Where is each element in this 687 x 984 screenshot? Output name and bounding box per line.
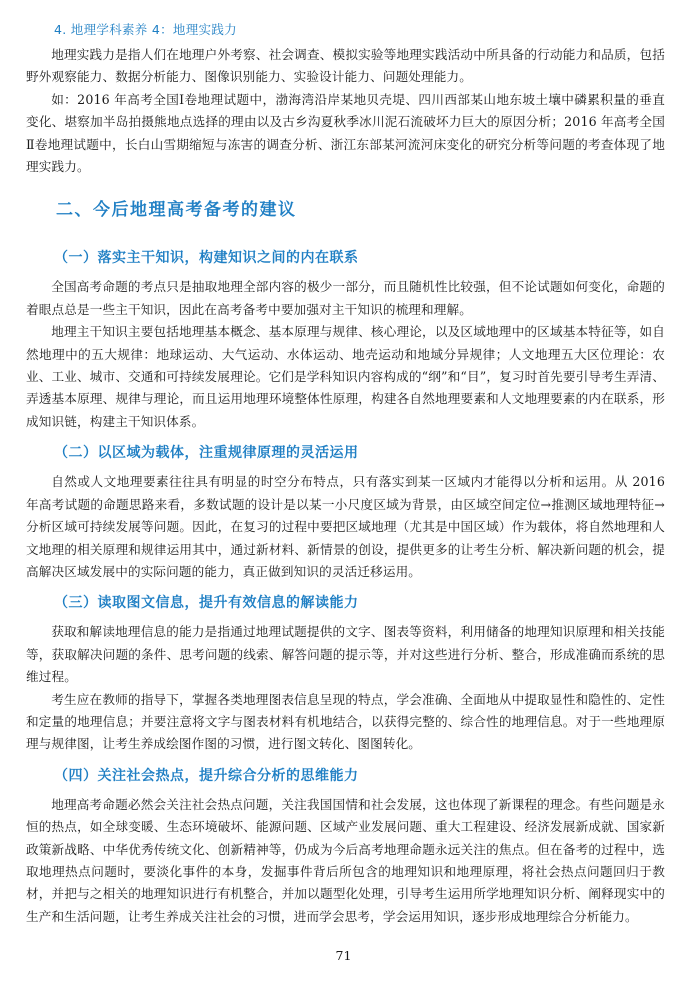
subsection-heading-3: （三）读取图文信息，提升有效信息的解读能力 <box>54 595 359 612</box>
page-number: 71 <box>335 948 352 963</box>
paragraph: 地理高考命题必然会关注社会热点问题，关注我国国情和社会发展，这也体现了新课程的理念。有些问题是永恒的热点，如全球变暖、生态环境破坏、能源问题、区域产业发展问题、重大工程建设、经济发展新成就、国家新政策新战略、中华优秀传统文化、创新精神等，仍成为今后高考地理命题永远关注的焦点。但在备考的过程中，选取地理热点问题时，要淡化事件的本身，发掘事件背后所包含的地理知识和地理原理，将社会热点问题回归于教材，并把与之相关的地理知识进行有机整合，并加以题型化处理，引导考生运用所学地理知识分析、阐释现实中的生产和生活问题，让考生养成关注社会的习惯，进而学会思考，学会运用知识，逐步形成地理综合分析能力。 <box>26 796 665 924</box>
subsection-heading-1: （一）落实主干知识，构建知识之间的内在联系 <box>54 250 359 267</box>
paragraph: 考生应在教师的指导下，掌握各类地理图表信息呈现的特点，学会准确、全面地从中提取显性和隐性的、定性和定量的地理信息；并要注意将文字与图表材料有机地结合，以获得完整的、综合性的地理信息。对于一些地理原理与规律图，让考生养成绘图作图的习惯，进行图文转化、图图转化。 <box>26 691 665 752</box>
paragraph: 如：2016 年高考全国Ⅰ卷地理试题中，渤海湾沿岸某地贝壳堤、四川西部某山地东坡土壤中磷累积量的垂直变化、堪察加半岛拍摄熊地点选择的理由以及古乡沟夏秋季冰川泥石流破坏力巨大的原因分析；2016 年高考全国Ⅱ卷地理试题中，长白山雪期缩短与冻害的调查分析、浙江东部某河流河床变化的研究分析等问题的考查体现了地理实践力。 <box>26 91 665 175</box>
chapter-title: 二、今后地理高考备考的建议 <box>56 200 297 221</box>
paragraph: 获取和解读地理信息的能力是指通过地理试题提供的文字、图表等资料，利用储备的地理知识原理和相关技能等，获取解决问题的条件、思考问题的线索、解答问题的提示等，并对这些进行分析、整合，形成准确而系统的思维过程。 <box>26 624 665 685</box>
paragraph: 地理主干知识主要包括地理基本概念、基本原理与规律、核心理论，以及区域地理中的区域基本特征等，如自然地理中的五大规律：地球运动、大气运动、水体运动、地壳运动和地域分异规律；人文地理五大区位理论：农业、工业、城市、交通和可持续发展理论。它们是学科知识内容构成的“纲”和“目”，复习时首先要引导考生弄清、弄透基本原理、规律与理论，而且运用地理环境整体性原理，构建各自然地理要素和人文地理要素的内在联系，形成知识链，构建主干知识体系。 <box>26 324 665 429</box>
paragraph: 地理实践力是指人们在地理户外考察、社会调查、模拟实验等地理实践活动中所具备的行动能力和品质，包括野外观察能力、数据分析能力、图像识别能力、实验设计能力、问题处理能力。 <box>26 47 665 85</box>
subsection-heading-2: （二）以区域为载体，注重规律原理的灵活运用 <box>54 445 359 462</box>
paragraph: 全国高考命题的考点只是抽取地理全部内容的极少一部分，而且随机性比较强，但不论试题如何变化，命题的着眼点总是一些主干知识，因此在高考备考中要加强对主干知识的梳理和理解。 <box>26 279 665 317</box>
section-4-heading: 4. 地理学科素养 4：地理实践力 <box>54 22 237 37</box>
subsection-heading-4: （四）关注社会热点，提升综合分析的思维能力 <box>54 767 359 784</box>
paragraph: 自然或人文地理要素往往具有明显的时空分布特点，只有落实到某一区域内才能得以分析和运用。从 2016 年高考试题的命题思路来看，多数试题的设计是以某一小尺度区域为背景，由区域空间定位→推测区域地理特征→分析区域可持续发展等问题。因此，在复习的过程中要把区域地理（尤其是中国区域）作为载体，将自然地理和人文地理的相关原理和规律运用其中，通过新材料、新情景的创设，提供更多的让考生分析、解决新问题的机会，提高解决区域发展中的实际问题的能力，真正做到知识的灵活迁移运用。 <box>26 474 665 579</box>
